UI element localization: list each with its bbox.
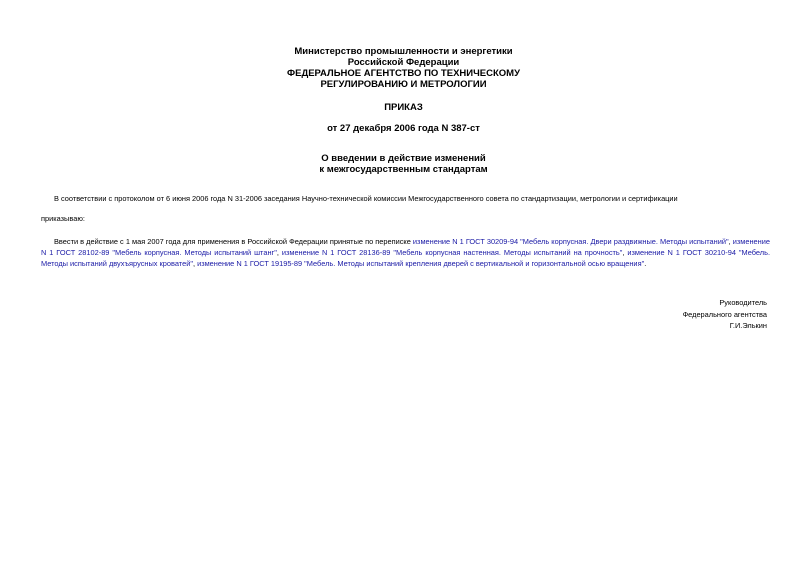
preamble-paragraph: В соответствии с протоколом от 6 июня 2006 года N 31-2006 заседания Научно-технической комиссии Межгосударственного совета по стандартизации, метрологии и сертификации bbox=[54, 194, 678, 203]
link-amendment-gost-28136[interactable]: изменение N 1 ГОСТ 28136-89 "Мебель корпусная настенная. Методы испытаний на прочность" bbox=[281, 248, 623, 257]
signature-agency: Федерального агентства bbox=[682, 309, 767, 319]
paragraph-end: . bbox=[644, 259, 647, 268]
separator: , bbox=[276, 248, 282, 257]
order-subject-line2: к межгосударственным стандартам bbox=[319, 164, 488, 175]
order-subject bbox=[0, 153, 807, 175]
order-date: от 27 декабря 2006 года N 387-ст bbox=[327, 123, 480, 134]
issuer-agency-line1: ФЕДЕРАЛЬНОЕ АГЕНТСТВО ПО ТЕХНИЧЕСКОМУ bbox=[287, 68, 520, 79]
order-text-paragraph bbox=[41, 236, 770, 269]
signature-name: Г.И.Элькин bbox=[729, 321, 767, 330]
link-amendment-gost-19195[interactable]: изменение N 1 ГОСТ 19195-89 "Мебель. Методы испытаний крепления дверей с вертикальной и горизонтальной осью вращения" bbox=[197, 259, 645, 268]
separator: , bbox=[622, 248, 628, 257]
signature-position: Руководитель bbox=[719, 298, 767, 307]
signature-block bbox=[683, 297, 767, 332]
separator: , bbox=[728, 237, 733, 246]
separator: , bbox=[192, 259, 198, 268]
order-intro-text: Ввести в действие с 1 мая 2007 года для применения в Российской Федерации принятые по переписке bbox=[54, 237, 413, 246]
order-subject-line1: О введении в действие изменений bbox=[321, 153, 486, 164]
link-amendment-gost-30210[interactable]: изменение N 1 ГОСТ 30210-94 "Мебель. Методы испытаний двухъярусных кроватей" bbox=[41, 248, 771, 268]
order-word: приказываю: bbox=[41, 214, 85, 223]
issuer-ministry: Министерство промышленности и энергетики bbox=[294, 46, 513, 57]
issuer-agency-line2: РЕГУЛИРОВАНИЮ И МЕТРОЛОГИИ bbox=[320, 79, 487, 90]
link-amendment-gost-28102[interactable]: изменение N 1 ГОСТ 28102-89 "Мебель корпусная. Методы испытаний штанг" bbox=[41, 237, 770, 257]
link-amendment-gost-30209[interactable]: изменение N 1 ГОСТ 30209-94 "Мебель корпусная. Двери раздвижные. Методы испытаний" bbox=[412, 237, 729, 246]
issuer-header bbox=[0, 46, 807, 90]
order-title: ПРИКАЗ bbox=[384, 102, 423, 113]
issuer-country: Российской Федерации bbox=[347, 57, 460, 68]
